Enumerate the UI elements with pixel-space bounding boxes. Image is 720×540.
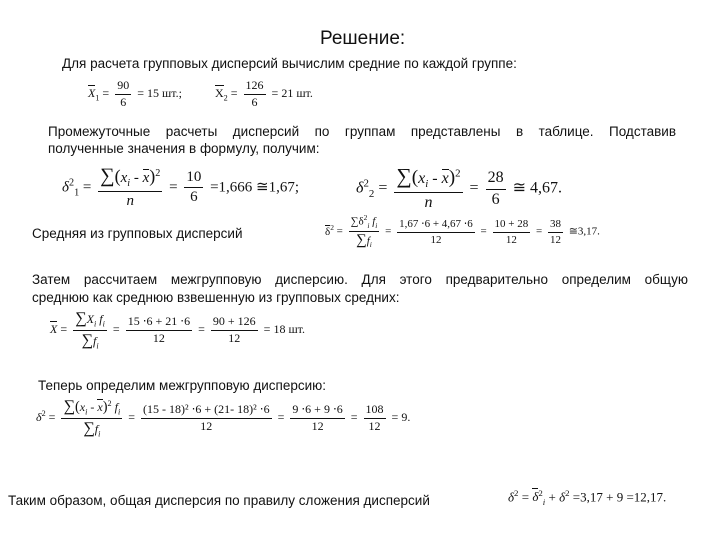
variance-group-1-formula: $\delta^2_1$ = $\frac{\sum(x_i - x)^2}{n}$ = $\frac{10}{6}$ =1,666 ≅1,67;	[62, 165, 300, 209]
intro-text: Для расчета групповых дисперсий вычислим средние по каждой группе:	[62, 56, 517, 71]
between-variance-label: Теперь определим межгрупповую дисперсию:	[38, 378, 327, 393]
intermediate-line-2: полученные значения в формулу, получим:	[48, 141, 320, 156]
variance-group-2-formula: $\delta^2_2$ = $\frac{\sum(x_i - x)^2}{n}$ = $\frac{28}{6}$ ≅ 4,67.	[356, 164, 562, 211]
within-variance-formula: $\delta^2$ = $\frac{\sum\delta^2_i f_i}{\sum f_i}$ = $\frac{1,67 \cdot 6 + 4,67 \cdot 6}{12}$ = $\frac{10 + 28}{12}$ = $\frac{38}{12}$ ≅3,17.	[325, 213, 600, 250]
overall-mean-formula: X = $\frac{\sum X_i f_i}{\sum f_i}$ = $\frac{15 \cdot 6 + 21 \cdot 6}{12}$ = $\frac{90 + 126}{12}$ = 18 шт.	[50, 309, 306, 351]
page-title: Решение:	[320, 28, 406, 49]
intermediate-line-1: Промежуточные расчеты дисперсий по группам представлены в таблице. Подставив	[48, 124, 676, 139]
conclusion-text: Таким образом, общая дисперсия по правилу сложения дисперсий	[8, 493, 430, 508]
within-variance-label: Средняя из групповых дисперсий	[32, 226, 243, 241]
between-intro-line-2: среднюю как среднюю взвешенную из групповых средних:	[32, 290, 400, 305]
mean-group-2-formula: $X_2$ = $\frac{126}{6}$ = 21 шт.	[215, 78, 313, 109]
mean-group-1-formula: $X_1$ = $\frac{90}{6}$ = 15 шт.;	[88, 78, 182, 109]
between-variance-formula: $\delta^2$ = $\frac{\sum(x_i - x)^2 f_i}{\sum f_i}$ = $\frac{\text{(15 - 18)² ⋅6 + (21- 18)² ⋅6}}{12}$ = $\frac{9 \cdot 6 + 9 \cdot 6}{12}$ = $\frac{108}{12}$ = 9.	[36, 397, 411, 439]
total-variance-formula: $\delta^2 = \delta^2_i + \delta^2 =3,17 + 9 =12,17$.	[508, 488, 667, 507]
between-intro-line-1: Затем рассчитаем межгрупповую дисперсию. Для этого предварительно определим общую	[32, 272, 688, 287]
